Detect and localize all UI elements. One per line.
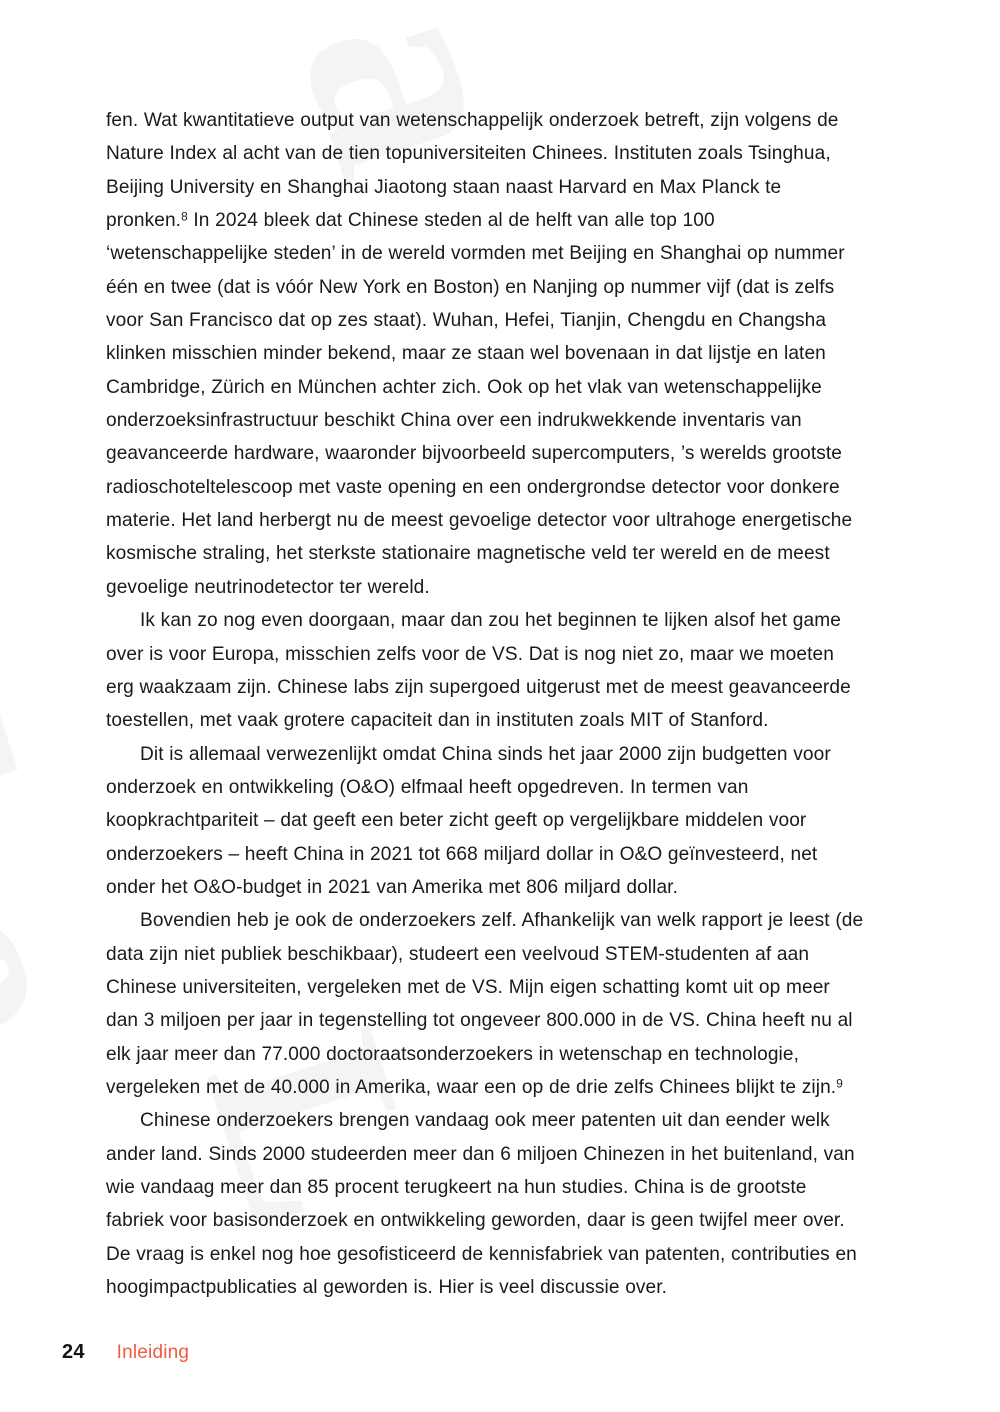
paragraph-4 xyxy=(106,904,864,1104)
paragraph-5-text: Chinese onderzoekers brengen vandaag ook meer patenten uit dan eender welk ander land. Sinds 2000 studeerden meer dan 6 miljoen Chinezen in het buitenland, van wie vandaag meer dan 85 procent terugkeert na hun studies. China is de grootste fabriek voor basisonderzoek en ontwikkeling geworden, daar is geen twijfel meer over. De vraag is enkel nog hoe gesofisticeerd de kennisfabriek van patenten, contributies en hoogimpactpublicaties al geworden is. Hier is veel discussie over. xyxy=(106,1110,857,1299)
paragraph-3-text: Dit is allemaal verwezenlijkt omdat China sinds het jaar 2000 zijn budgetten voor onderzoek en ontwikkeling (O&O) elfmaal heeft opgedreven. In termen van koopkrachtpariteit – dat geeft een beter zicht geeft op vergelijkbare middelen voor onderzoekers – heeft China in 2021 tot 668 miljard dollar in O&O geïnvesteerd, net onder het O&O-budget in 2021 van Amerika met 806 miljard dollar. xyxy=(106,743,831,898)
paragraph-1-text-after: In 2024 bleek dat Chinese steden al de helft van alle top 100 ‘wetenschappelijke steden’ in de wereld vormden met Beijing en Shanghai op nummer één en twee (dat is vóór New York en Boston) en Nanjing op nummer vijf (dat is zelfs voor San Francisco dat op zes staat). Wuhan, Hefei, Tianjin, Chengdu en Changsha klinken misschien minder bekend, maar ze staan wel bovenaan in dat lijstje en laten Cambridge, Zürich en München achter zich. Ook op het vlak van wetenschappelijke onderzoeksinfrastructuur beschikt China over een indrukwekkende inventaris van geavanceerde hardware, waaronder bijvoorbeeld supercomputers, ’s werelds grootste radioschoteltelescoop met vaste opening en een ondergrondse detector voor donkere materie. Het land herbergt nu de meest gevoelige detector voor ultrahoge energetische kosmische straling, het sterkste stationaire magnetische veld ter wereld en de meest gevoelige neutrinodetector ter wereld. xyxy=(106,210,853,598)
page-footer xyxy=(62,1341,189,1364)
paragraph-1-text: fen. Wat kwantitatieve output van wetenschappelijk onderzoek betreft, zijn volgens de Nature Index al acht van de tien topuniversiteiten Chinees. Instituten zoals Tsinghua, Beijing University en Shanghai Jiaotong staan naast Harvard en Max Planck te pronken. xyxy=(106,110,839,232)
paragraph-5 xyxy=(106,1104,864,1304)
paragraph-1 xyxy=(106,104,864,604)
footnote-marker-8[interactable]: 8 xyxy=(181,209,188,224)
paragraph-4-text: Bovendien heb je ook de onderzoekers zelf. Afhankelijk van welk rapport je leest (de data zijn niet publiek beschikbaar), studeert een veelvoud STEM-studenten af aan Chinese universiteiten, vergeleken met de VS. Mijn eigen schatting komt uit op meer dan 3 miljoen per jaar in tegenstelling tot ongeveer 800.000 in de VS. China heeft nu al elk jaar meer dan 77.000 doctoraatsonderzoekers in wetenschap en technologie, vergeleken met de 40.000 in Amerika, waar een op de drie zelfs Chinees blijkt te zijn. xyxy=(106,910,864,1098)
page-number: 24 xyxy=(62,1341,85,1363)
page-body-text xyxy=(106,104,864,1304)
paragraph-2 xyxy=(106,604,864,737)
footnote-marker-9[interactable]: 9 xyxy=(836,1076,843,1091)
paragraph-3 xyxy=(106,738,864,905)
running-head-label: Inleiding xyxy=(116,1342,190,1363)
paragraph-2-text: Ik kan zo nog even doorgaan, maar dan zou het beginnen te lijken alsof het game over is voor Europa, misschien zelfs voor de VS. Dat is nog niet zo, maar we moeten erg waakzaam zijn. Chinese labs zijn supergoed uitgerust met de meest geavanceerde toestellen, met vaak grotere capaciteit dan in instituten zoals MIT of Stanford. xyxy=(106,610,851,732)
